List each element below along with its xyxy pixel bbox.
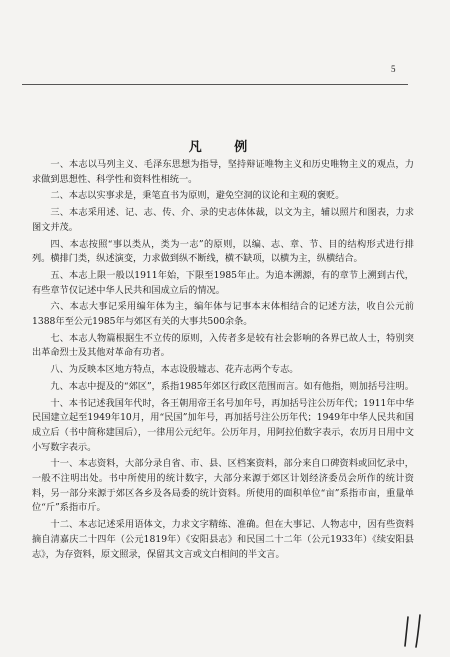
handwritten-page-mark: [402, 614, 428, 648]
paragraph-12: 十二、本志记述采用语体文，力求文字精练、准确。但在大事记、人物志中，因有些资料摘自清嘉庆二十四年（公元1819年）《安阳县志》和民国二十二年（公元1933年）《续安阳县志》，为存资料，原文照录，保留其文言或文白相间的半文言。: [32, 519, 414, 560]
paragraph-3: 三、本志采用述、记、志、传、介、录的史志体体裁，以文为主，辅以照片和图表，力求图文并茂。: [32, 207, 414, 233]
paragraph-10: 十、本书记述我国年代时，各王朝用帝王名号加年号，再加括号注公历年代；1911年中华民国建立起至1949年10月，用“民国”加年号，再加括号注公历年代；1949年中华人民共和国成立后（书中简称建国后），一律用公元纪年。公历年月，用阿拉伯数字表示，农历月日用中文小写数字表示。: [32, 397, 414, 453]
paragraph-5: 五、本志上限一般以1911年始，下限至1985年止。为追本溯源，有的章节上溯到古代，有些章节仅记述中华人民共和国成立后的情况。: [32, 269, 414, 296]
page-title: 凡 例: [188, 140, 262, 155]
paragraph-4: 四、本志按照“事以类从，类为一志”的原则，以编、志、章、节、目的结构形式进行排列。横排门类，纵述演变，力求做到纵不断线，横不缺项，以横为主，纵横结合。: [32, 238, 414, 265]
header-rule: [22, 84, 408, 85]
body-text: [32, 158, 414, 564]
paragraph-7: 七、本志人物篇根据生不立传的原则，入传者多是较有社会影响的各界已故人士，特别突出革命烈士及其他对革命有功者。: [32, 332, 414, 359]
paragraph-8: 八、为反映本区地方特点，本志设殷墟志、花卉志两个专志。: [50, 364, 299, 376]
paragraph-1: 一、本志以马列主义、毛泽东思想为指导，坚持辩证唯物主义和历史唯物主义的观点，力求做到思想性、科学性和资料性相统一。: [32, 159, 414, 185]
paragraph-2: 二、本志以实事求是，秉笔直书为原则，避免空洞的议论和主观的褒贬。: [50, 190, 345, 202]
paragraph-9: 九、本志中提及的“郊区”，系指1985年郊区行政区范围而言。如有他指，则加括号注明。: [50, 380, 414, 392]
paragraph-11: 十一、本志资料，大部分录自省、市、县、区档案资料，部分来自口碑资料或回忆录中，一般不注明出处。书中所使用的统计数字，大部分来源于郊区计划经济委员会所作的统计资料，另一部分来源于郊区各乡及各局委的统计资料。所使用的面积单位“亩”系指市亩，重量单位“斤”系指市斤。: [32, 458, 414, 514]
page-number: 5: [391, 64, 396, 74]
paragraph-6: 六、本志大事记采用编年体为主，编年体与记事本末体相结合的记述方法，收自公元前1388年至公元1985年与郊区有关的大事共500余条。: [32, 301, 414, 328]
